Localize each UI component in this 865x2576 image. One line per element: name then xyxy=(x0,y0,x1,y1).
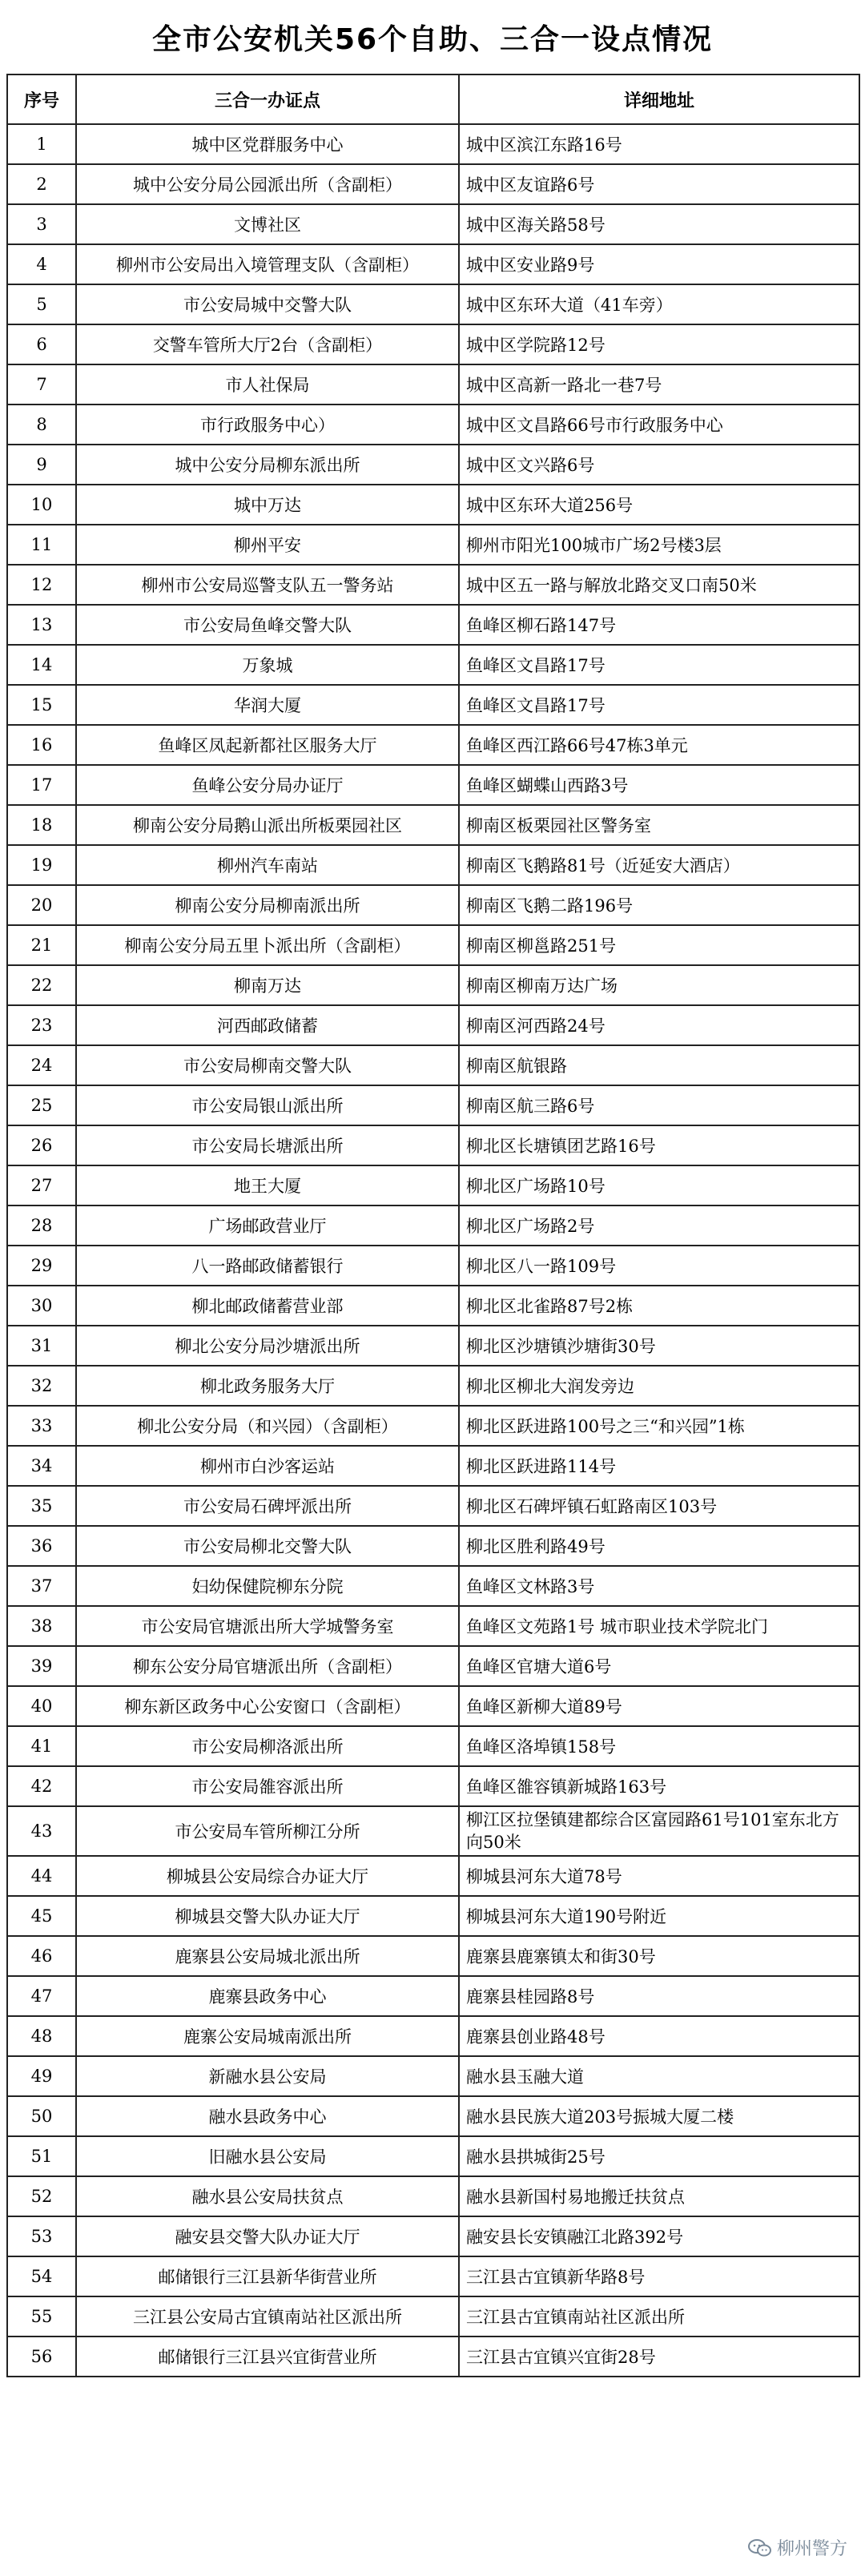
row-site: 融水县公安局扶贫点 xyxy=(76,2176,459,2216)
column-header-index: 序号 xyxy=(7,74,76,124)
row-address: 三江县古宜镇新华路8号 xyxy=(459,2256,859,2296)
column-header-site: 三合一办证点 xyxy=(76,74,459,124)
row-address: 城中区高新一路北一巷7号 xyxy=(459,364,859,405)
row-site: 市公安局柳洛派出所 xyxy=(76,1726,459,1766)
table-row xyxy=(7,1686,859,1726)
row-address: 鱼峰区文林路3号 xyxy=(459,1566,859,1606)
table-row xyxy=(7,445,859,485)
row-address: 柳南区航三路6号 xyxy=(459,1085,859,1125)
row-address: 鹿寨县鹿寨镇太和街30号 xyxy=(459,1936,859,1976)
table-row xyxy=(7,2337,859,2377)
row-index: 32 xyxy=(7,1366,76,1406)
sites-table xyxy=(6,74,860,2377)
table-row xyxy=(7,925,859,965)
row-address: 鹿寨县创业路48号 xyxy=(459,2016,859,2056)
table-row xyxy=(7,485,859,525)
row-address: 柳南区柳南万达广场 xyxy=(459,965,859,1005)
row-site: 柳北公安分局沙塘派出所 xyxy=(76,1326,459,1366)
row-index: 50 xyxy=(7,2096,76,2136)
row-index: 25 xyxy=(7,1085,76,1125)
row-address: 柳北区八一路109号 xyxy=(459,1246,859,1286)
row-address: 城中区东环大道（41车旁） xyxy=(459,284,859,324)
row-address: 三江县古宜镇南站社区派出所 xyxy=(459,2296,859,2337)
row-site: 邮储银行三江县兴宜街营业所 xyxy=(76,2337,459,2377)
row-address: 柳北区广场路2号 xyxy=(459,1205,859,1246)
row-index: 46 xyxy=(7,1936,76,1976)
row-address: 柳南区河西路24号 xyxy=(459,1005,859,1045)
row-address: 城中区友谊路6号 xyxy=(459,164,859,204)
row-index: 41 xyxy=(7,1726,76,1766)
row-site: 柳东新区政务中心公安窗口（含副柜） xyxy=(76,1686,459,1726)
row-site: 柳南公安分局鹅山派出所板栗园社区 xyxy=(76,805,459,845)
row-index: 27 xyxy=(7,1165,76,1205)
table-row xyxy=(7,845,859,885)
table-row xyxy=(7,1766,859,1806)
row-site: 市公安局鱼峰交警大队 xyxy=(76,605,459,645)
table-body xyxy=(7,124,859,2377)
row-index: 29 xyxy=(7,1246,76,1286)
table-row xyxy=(7,1125,859,1165)
row-address: 柳北区跃进路100号之三“和兴园”1栋 xyxy=(459,1406,859,1446)
row-index: 12 xyxy=(7,565,76,605)
row-index: 10 xyxy=(7,485,76,525)
row-site: 华润大厦 xyxy=(76,685,459,725)
row-index: 22 xyxy=(7,965,76,1005)
row-index: 42 xyxy=(7,1766,76,1806)
table-row xyxy=(7,1085,859,1125)
row-index: 38 xyxy=(7,1606,76,1646)
row-index: 37 xyxy=(7,1566,76,1606)
row-address: 鱼峰区西江路66号47栋3单元 xyxy=(459,725,859,765)
row-address: 柳北区跃进路114号 xyxy=(459,1446,859,1486)
row-site: 河西邮政储蓄 xyxy=(76,1005,459,1045)
row-site: 市公安局柳北交警大队 xyxy=(76,1526,459,1566)
row-index: 7 xyxy=(7,364,76,405)
row-site: 城中区党群服务中心 xyxy=(76,124,459,164)
row-address: 鱼峰区蝴蝶山西路3号 xyxy=(459,765,859,805)
row-site: 地王大厦 xyxy=(76,1165,459,1205)
table-row xyxy=(7,725,859,765)
row-address: 鱼峰区文苑路1号 城市职业技术学院北门 xyxy=(459,1606,859,1646)
row-address: 柳城县河东大道190号附近 xyxy=(459,1896,859,1936)
wechat-icon xyxy=(748,2538,772,2558)
row-index: 40 xyxy=(7,1686,76,1726)
row-site: 柳州汽车南站 xyxy=(76,845,459,885)
row-index: 47 xyxy=(7,1976,76,2016)
row-address: 融水县玉融大道 xyxy=(459,2056,859,2096)
row-site: 柳北政务服务大厅 xyxy=(76,1366,459,1406)
row-site: 旧融水县公安局 xyxy=(76,2136,459,2176)
row-site: 市公安局柳南交警大队 xyxy=(76,1045,459,1085)
row-site: 柳城县交警大队办证大厅 xyxy=(76,1896,459,1936)
row-site: 柳东公安分局官塘派出所（含副柜） xyxy=(76,1646,459,1686)
row-index: 36 xyxy=(7,1526,76,1566)
table-row xyxy=(7,2296,859,2337)
row-address: 鱼峰区雒容镇新城路163号 xyxy=(459,1766,859,1806)
row-index: 18 xyxy=(7,805,76,845)
table-row xyxy=(7,324,859,364)
table-row xyxy=(7,1005,859,1045)
row-address: 柳北区广场路10号 xyxy=(459,1165,859,1205)
row-address: 城中区滨江东路16号 xyxy=(459,124,859,164)
table-row xyxy=(7,124,859,164)
table-row xyxy=(7,805,859,845)
row-site: 鹿寨公安局城南派出所 xyxy=(76,2016,459,2056)
row-site: 鹿寨县政务中心 xyxy=(76,1976,459,2016)
table-row xyxy=(7,2256,859,2296)
row-site: 城中公安分局柳东派出所 xyxy=(76,445,459,485)
row-index: 2 xyxy=(7,164,76,204)
table-row xyxy=(7,1646,859,1686)
row-index: 4 xyxy=(7,244,76,284)
row-site: 柳州市公安局巡警支队五一警务站 xyxy=(76,565,459,605)
row-index: 53 xyxy=(7,2216,76,2256)
row-site: 柳城县公安局综合办证大厅 xyxy=(76,1856,459,1896)
row-index: 19 xyxy=(7,845,76,885)
row-address: 鹿寨县桂园路8号 xyxy=(459,1976,859,2016)
row-address: 鱼峰区柳石路147号 xyxy=(459,605,859,645)
row-address: 鱼峰区新柳大道89号 xyxy=(459,1686,859,1726)
table-row xyxy=(7,1566,859,1606)
row-site: 柳州市公安局出入境管理支队（含副柜） xyxy=(76,244,459,284)
row-site: 鱼峰公安分局办证厅 xyxy=(76,765,459,805)
row-address: 鱼峰区文昌路17号 xyxy=(459,685,859,725)
row-site: 市公安局银山派出所 xyxy=(76,1085,459,1125)
row-index: 45 xyxy=(7,1896,76,1936)
table-row xyxy=(7,685,859,725)
row-index: 21 xyxy=(7,925,76,965)
row-index: 11 xyxy=(7,525,76,565)
row-site: 市公安局城中交警大队 xyxy=(76,284,459,324)
row-address: 鱼峰区文昌路17号 xyxy=(459,645,859,685)
row-site: 柳州市白沙客运站 xyxy=(76,1446,459,1486)
table-row xyxy=(7,1406,859,1446)
row-index: 34 xyxy=(7,1446,76,1486)
row-index: 15 xyxy=(7,685,76,725)
table-row xyxy=(7,965,859,1005)
row-address: 柳北区北雀路87号2栋 xyxy=(459,1286,859,1326)
row-address: 三江县古宜镇兴宜街28号 xyxy=(459,2337,859,2377)
row-index: 44 xyxy=(7,1856,76,1896)
table-row xyxy=(7,405,859,445)
row-index: 31 xyxy=(7,1326,76,1366)
row-site: 广场邮政营业厅 xyxy=(76,1205,459,1246)
row-index: 20 xyxy=(7,885,76,925)
column-header-address: 详细地址 xyxy=(459,74,859,124)
table-row xyxy=(7,2136,859,2176)
row-index: 28 xyxy=(7,1205,76,1246)
row-index: 33 xyxy=(7,1406,76,1446)
row-site: 市公安局长塘派出所 xyxy=(76,1125,459,1165)
row-address: 城中区学院路12号 xyxy=(459,324,859,364)
row-index: 17 xyxy=(7,765,76,805)
row-index: 5 xyxy=(7,284,76,324)
table-row xyxy=(7,565,859,605)
row-index: 39 xyxy=(7,1646,76,1686)
row-site: 万象城 xyxy=(76,645,459,685)
row-index: 56 xyxy=(7,2337,76,2377)
table-row xyxy=(7,645,859,685)
row-site: 城中万达 xyxy=(76,485,459,525)
row-index: 14 xyxy=(7,645,76,685)
row-site: 市公安局官塘派出所大学城警务室 xyxy=(76,1606,459,1646)
row-site: 市公安局车管所柳江分所 xyxy=(76,1806,459,1856)
row-address: 柳北区长塘镇团艺路16号 xyxy=(459,1125,859,1165)
row-site: 融水县政务中心 xyxy=(76,2096,459,2136)
table-row xyxy=(7,525,859,565)
row-site: 柳南公安分局五里卜派出所（含副柜） xyxy=(76,925,459,965)
row-site: 市公安局雒容派出所 xyxy=(76,1766,459,1806)
row-address: 融水县民族大道203号振城大厦二楼 xyxy=(459,2096,859,2136)
table-row xyxy=(7,1366,859,1406)
table-row xyxy=(7,1896,859,1936)
table-row xyxy=(7,2016,859,2056)
row-site: 文博社区 xyxy=(76,204,459,244)
row-address: 融安县长安镇融江北路392号 xyxy=(459,2216,859,2256)
table-row xyxy=(7,1606,859,1646)
row-address: 柳南区航银路 xyxy=(459,1045,859,1085)
row-address: 柳州市阳光100城市广场2号楼3层 xyxy=(459,525,859,565)
table-row xyxy=(7,765,859,805)
row-index: 54 xyxy=(7,2256,76,2296)
row-site: 市人社保局 xyxy=(76,364,459,405)
row-address: 柳城县河东大道78号 xyxy=(459,1856,859,1896)
row-index: 13 xyxy=(7,605,76,645)
table-row xyxy=(7,1526,859,1566)
table-row xyxy=(7,204,859,244)
table-row xyxy=(7,2176,859,2216)
table-row xyxy=(7,2216,859,2256)
row-site: 八一路邮政储蓄银行 xyxy=(76,1246,459,1286)
table-row xyxy=(7,1726,859,1766)
table-row xyxy=(7,1045,859,1085)
row-address: 柳北区胜利路49号 xyxy=(459,1526,859,1566)
row-index: 24 xyxy=(7,1045,76,1085)
row-address: 柳北区柳北大润发旁边 xyxy=(459,1366,859,1406)
row-index: 3 xyxy=(7,204,76,244)
row-address: 鱼峰区洛埠镇158号 xyxy=(459,1726,859,1766)
row-address: 柳南区飞鹅路81号（近延安大酒店） xyxy=(459,845,859,885)
table-row xyxy=(7,1205,859,1246)
row-site: 市公安局石碑坪派出所 xyxy=(76,1486,459,1526)
row-address: 柳江区拉堡镇建都综合区富园路61号101室东北方向50米 xyxy=(459,1806,859,1856)
row-site: 柳北邮政储蓄营业部 xyxy=(76,1286,459,1326)
row-index: 1 xyxy=(7,124,76,164)
row-site: 妇幼保健院柳东分院 xyxy=(76,1566,459,1606)
row-address: 鱼峰区官塘大道6号 xyxy=(459,1646,859,1686)
row-address: 融水县新国村易地搬迁扶贫点 xyxy=(459,2176,859,2216)
row-address: 柳北区沙塘镇沙塘街30号 xyxy=(459,1326,859,1366)
row-site: 柳南公安分局柳南派出所 xyxy=(76,885,459,925)
row-address: 城中区海关路58号 xyxy=(459,204,859,244)
table-row xyxy=(7,1246,859,1286)
table-row xyxy=(7,1936,859,1976)
row-index: 35 xyxy=(7,1486,76,1526)
row-site: 三江县公安局古宜镇南站社区派出所 xyxy=(76,2296,459,2337)
table-row xyxy=(7,2096,859,2136)
table-row xyxy=(7,244,859,284)
row-address: 柳南区板栗园社区警务室 xyxy=(459,805,859,845)
table-row xyxy=(7,1806,859,1856)
row-index: 48 xyxy=(7,2016,76,2056)
row-index: 30 xyxy=(7,1286,76,1326)
table-row xyxy=(7,164,859,204)
row-site: 市行政服务中心） xyxy=(76,405,459,445)
row-index: 49 xyxy=(7,2056,76,2096)
row-site: 柳北公安分局（和兴园）（含副柜） xyxy=(76,1406,459,1446)
row-address: 柳北区石碑坪镇石虹路南区103号 xyxy=(459,1486,859,1526)
row-site: 新融水县公安局 xyxy=(76,2056,459,2096)
table-row xyxy=(7,1976,859,2016)
table-row xyxy=(7,605,859,645)
row-site: 柳南万达 xyxy=(76,965,459,1005)
table-row xyxy=(7,1856,859,1896)
watermark-text: 柳州警方 xyxy=(776,2539,847,2559)
table-row xyxy=(7,885,859,925)
row-index: 43 xyxy=(7,1806,76,1856)
table-row xyxy=(7,1286,859,1326)
watermark xyxy=(748,2535,847,2560)
row-address: 城中区文昌路66号市行政服务中心 xyxy=(459,405,859,445)
row-site: 邮储银行三江县新华街营业所 xyxy=(76,2256,459,2296)
table-row xyxy=(7,1446,859,1486)
row-site: 柳州平安 xyxy=(76,525,459,565)
row-index: 55 xyxy=(7,2296,76,2337)
row-address: 柳南区柳邕路251号 xyxy=(459,925,859,965)
row-site: 鱼峰区凤起新都社区服务大厅 xyxy=(76,725,459,765)
row-index: 51 xyxy=(7,2136,76,2176)
table-row xyxy=(7,1326,859,1366)
table-row xyxy=(7,284,859,324)
row-site: 交警车管所大厅2台（含副柜） xyxy=(76,324,459,364)
row-site: 城中公安分局公园派出所（含副柜） xyxy=(76,164,459,204)
row-index: 8 xyxy=(7,405,76,445)
row-address: 融水县拱城街25号 xyxy=(459,2136,859,2176)
table-row xyxy=(7,1486,859,1526)
row-address: 城中区五一路与解放北路交叉口南50米 xyxy=(459,565,859,605)
row-site: 鹿寨县公安局城北派出所 xyxy=(76,1936,459,1976)
table-header-row xyxy=(7,74,859,124)
row-site: 融安县交警大队办证大厅 xyxy=(76,2216,459,2256)
page-title: 全市公安机关56个自助、三合一设点情况 xyxy=(151,22,714,56)
row-index: 6 xyxy=(7,324,76,364)
table-row xyxy=(7,364,859,405)
row-index: 52 xyxy=(7,2176,76,2216)
row-address: 城中区东环大道256号 xyxy=(459,485,859,525)
row-address: 柳南区飞鹅二路196号 xyxy=(459,885,859,925)
row-index: 9 xyxy=(7,445,76,485)
table-row xyxy=(7,2056,859,2096)
row-index: 23 xyxy=(7,1005,76,1045)
row-address: 城中区安业路9号 xyxy=(459,244,859,284)
row-index: 16 xyxy=(7,725,76,765)
row-address: 城中区文兴路6号 xyxy=(459,445,859,485)
table-row xyxy=(7,1165,859,1205)
row-index: 26 xyxy=(7,1125,76,1165)
